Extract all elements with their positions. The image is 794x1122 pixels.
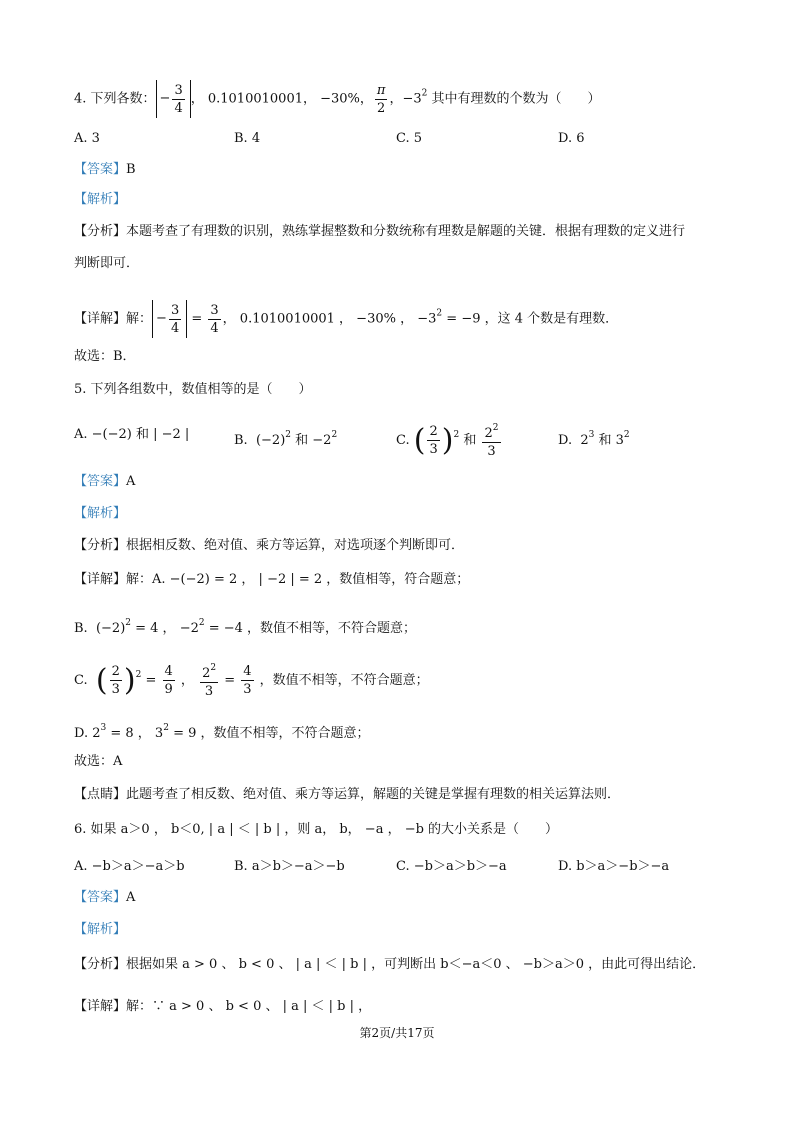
q4-fenxi-cont: 判断即可． — [74, 256, 140, 271]
q5-dianjing: 【点睛】此题考查了相反数、绝对值、乘方等运算，解题的关键是掌握有理数的相关运算法则． — [74, 787, 621, 802]
q4-answer: 【答案】B — [74, 162, 136, 177]
pi-fraction: $\frac{\pi}{2}$ — [376, 82, 386, 116]
q5-detail-d: D. $2^3 = 8$ ， $3^2 = 9$ ，数值不相等，不符合题意； — [74, 723, 370, 741]
q6-option-b[interactable]: B. a＞b＞−a＞−b — [234, 859, 345, 874]
q6-detail: 【详解】解：∵ a > 0 、 b < 0 、 | a | ＜ | b | ， — [74, 999, 372, 1014]
q6-analysis-tag: 【解析】 — [74, 922, 127, 937]
q6-option-d[interactable]: D. b＞a＞−b＞−a — [558, 859, 670, 874]
q5-answer: 【答案】A — [74, 474, 136, 489]
q5-option-b[interactable]: B. $(-2)^2$ 和 $-2^2$ — [234, 430, 338, 448]
q4-option-d[interactable]: D. 6 — [558, 131, 585, 146]
q5-detail-a: 【详解】解：A. −(−2) = 2 ， | −2 | = 2 ，数值相等，符合题意； — [74, 572, 470, 587]
q5-option-d[interactable]: D. $2^3$ 和 $3^2$ — [558, 430, 630, 448]
page-footer: 第2页/共17页 — [359, 1026, 435, 1040]
abs-value: − $\frac{3}{4}$ — [156, 80, 191, 118]
q5-stem: 5. 下列各组数中，数值相等的是（ ） — [74, 382, 312, 397]
q4-fenxi: 【分析】本题考查了有理数的识别，熟练掌握整数和分数统称有理数是解题的关键．根据有理数的定义进行 — [74, 224, 686, 239]
q6-option-c[interactable]: C. −b＞a＞b＞−a — [396, 859, 507, 874]
q5-detail-c: C. ( $\frac{2}{3}$ ) $^2$ = $\frac{4}{9}$ ， $\frac{2^2}{3}$ = $\frac{4}{3}$ ，数值不相等，不符合题意； — [74, 662, 429, 699]
q4-detail: 【详解】解： − $\frac{3}{4}$ = $\frac{3}{4}$ ， 0.1010010001 ， −30% ， $-3^2 = -9$ ，这 4 个数是有理数． — [74, 300, 618, 338]
q6-stem: 6. 如果 a＞0 ， b＜0, | a | ＜ | b | ，则 a， b， −a ， −b 的大小关系是（ ） — [74, 822, 559, 837]
q4-stem: 4. 下列各数： − $\frac{3}{4}$ ， 0.1010010001， −30%， $\frac{\pi}{2}$ ，$-3^2$ 其中有理数的个数为（ ） — [74, 80, 601, 118]
q4-analysis-tag: 【解析】 — [74, 192, 127, 207]
q4-conclusion: 故选：B． — [74, 349, 136, 364]
q6-answer: 【答案】A — [74, 890, 136, 905]
q4-option-a[interactable]: A. 3 — [74, 131, 100, 146]
q5-conclusion: 故选：A — [74, 754, 123, 769]
q4-option-b[interactable]: B. 4 — [234, 131, 261, 146]
q5-fenxi: 【分析】根据相反数、绝对值、乘方等运算，对选项逐个判断即可． — [74, 538, 465, 553]
q6-fenxi: 【分析】根据如果 a > 0 、 b < 0 、 | a | ＜ | b | ，可判断出 b＜−a＜0 、 −b＞a＞0 ，由此可得出结论． — [74, 957, 706, 972]
q5-analysis-tag: 【解析】 — [74, 506, 127, 521]
q6-option-a[interactable]: A. −b＞a＞−a＞b — [74, 859, 185, 874]
q5-option-c[interactable]: C. ( $\frac{2}{3}$ ) $^2$ 和 $\frac{2^2}{3}$ — [396, 422, 499, 459]
q5-option-a[interactable]: A. −(−2) 和 | −2 | — [74, 427, 190, 442]
q4-option-c[interactable]: C. 5 — [396, 131, 423, 146]
q5-detail-b: B. $(-2)^2 = 4$ ， $-2^2 = -4$ ，数值不相等，不符合题意； — [74, 618, 417, 636]
